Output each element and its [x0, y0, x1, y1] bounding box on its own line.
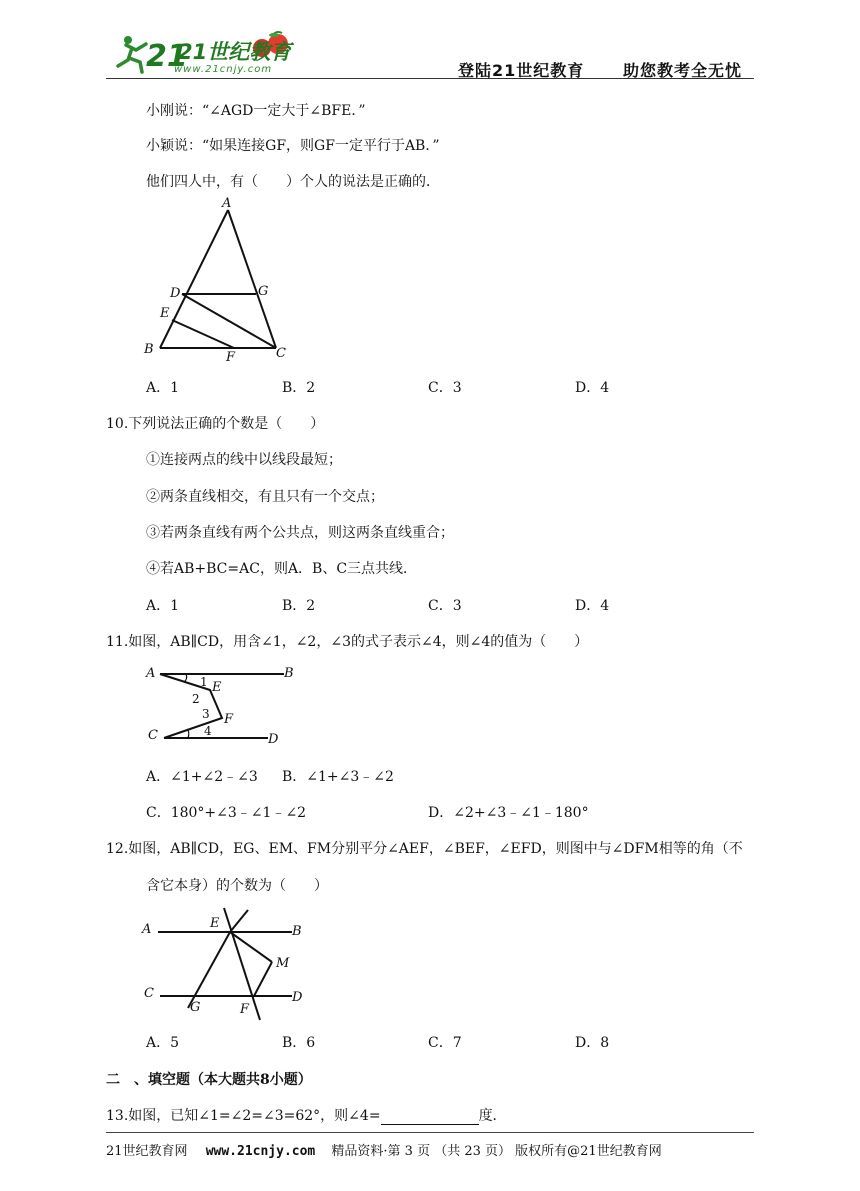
footer-divider: [106, 1132, 754, 1133]
label-F: F: [240, 1002, 250, 1017]
label-C: C: [276, 346, 286, 361]
header-slogan-left: 登陆21世纪教育: [458, 61, 585, 80]
q9-option-d[interactable]: D．4: [575, 380, 610, 396]
footer-site-name: 21世纪教育网: [106, 1144, 188, 1159]
section-2-title: 二 、填空题（本大题共8小题）: [106, 1072, 312, 1088]
label-F: F: [224, 712, 234, 727]
header-slogan-right: 助您教考全无忧: [623, 61, 743, 80]
q10-option-b[interactable]: B．2: [282, 598, 316, 614]
q12-stem-line2: 含它本身）的个数为（ ）: [146, 878, 328, 894]
label-M: M: [276, 956, 290, 971]
q10-item-3: ③若两条直线有两个公共点，则这两条直线重合；: [146, 525, 454, 541]
q12-stem-line1: 12.如图，AB∥CD，EG、EM、FM分别平分∠AEF，∠BEF，∠EFD，则图中与∠DFM相等的角（不: [106, 841, 743, 857]
label-F: F: [226, 350, 236, 365]
label-B: B: [292, 924, 302, 939]
q10-item-4: ④若AB+BC=AC，则A．B、C三点共线．: [146, 561, 418, 577]
header-divider: [106, 78, 754, 79]
q11-option-d[interactable]: D．∠2+∠3﹣∠1﹣180°: [428, 805, 589, 821]
svg-text:21: 21: [146, 39, 188, 74]
q13-stem-after: 度．: [478, 1108, 507, 1124]
q9-xiaoying: 小颖说：“如果连接GF，则GF一定平行于AB．”: [146, 138, 440, 154]
q11-stem: 11.如图，AB∥CD，用含∠1，∠2，∠3的式子表示∠4，则∠4的值为（ ）: [106, 634, 589, 650]
label-D: D: [292, 990, 303, 1005]
segment-DC: [182, 294, 276, 348]
site-logo[interactable]: [112, 30, 302, 78]
q10-option-a[interactable]: A．1: [146, 598, 180, 614]
label-G: G: [258, 284, 269, 299]
angle-label-1: 1: [200, 675, 208, 689]
q12-option-a[interactable]: A．5: [146, 1035, 180, 1051]
label-C: C: [148, 728, 158, 743]
label-E: E: [210, 916, 220, 931]
angle-label-4: 4: [204, 724, 212, 738]
q9-option-a[interactable]: A．1: [146, 380, 180, 396]
q11-option-c[interactable]: C．180°+∠3﹣∠1﹣∠2: [146, 805, 307, 821]
q13-answer-blank[interactable]: [381, 1110, 479, 1125]
label-C: C: [144, 986, 154, 1001]
q10-option-d[interactable]: D．4: [575, 598, 610, 614]
side-AB: [160, 210, 228, 348]
label-G: G: [190, 1000, 201, 1015]
q9-option-c[interactable]: C．3: [428, 380, 462, 396]
angle-label-3: 3: [202, 707, 210, 721]
segment-EF: [172, 320, 234, 348]
q10-option-c[interactable]: C．3: [428, 598, 462, 614]
q12-option-c[interactable]: C．7: [428, 1035, 462, 1051]
label-D: D: [268, 732, 279, 747]
q12-parallel-figure: [140, 904, 320, 1022]
q9-question: 他们四人中，有（ ）个人的说法是正确的．: [146, 174, 440, 190]
label-E: E: [160, 306, 170, 321]
label-E: E: [212, 680, 222, 695]
q9-triangle-figure: [138, 196, 308, 368]
bisector-FM: [254, 962, 272, 996]
q10-stem: 10.下列说法正确的个数是（ ）: [106, 416, 325, 432]
label-A: A: [142, 922, 152, 937]
q10-item-1: ①连接两点的线中以线段最短；: [146, 452, 342, 468]
q13-stem-before: 13.如图，已知∠1=∠2=∠3=62°，则∠4=: [106, 1108, 381, 1124]
line-above-E: [230, 910, 248, 932]
q11-option-b[interactable]: B．∠1+∠3﹣∠2: [282, 769, 394, 785]
label-B: B: [284, 666, 294, 681]
q12-option-d[interactable]: D．8: [575, 1035, 610, 1051]
label-D: D: [170, 286, 181, 301]
q10-item-2: ②两条直线相交，有且只有一个交点；: [146, 489, 384, 505]
logo-url: www.21cnjy.com: [174, 64, 273, 75]
label-A: A: [146, 666, 156, 681]
angle-label-2: 2: [192, 692, 200, 706]
footer-url[interactable]: www.21cnjy.com: [205, 1144, 316, 1159]
label-B: B: [144, 342, 154, 357]
q12-option-b[interactable]: B．6: [282, 1035, 316, 1051]
side-AC: [228, 210, 276, 348]
label-A: A: [222, 196, 232, 211]
q9-option-b[interactable]: B．2: [282, 380, 316, 396]
footer: [106, 1140, 662, 1159]
q9-xiaogang: 小刚说：“∠AGD一定大于∠BFE．”: [146, 103, 366, 119]
q11-option-a[interactable]: A．∠1+∠2﹣∠3: [146, 769, 258, 785]
logo-text: 21世纪教育: [178, 40, 292, 64]
footer-info: 精品资料·第 3 页 （共 23 页） 版权所有@21世纪教育网: [331, 1144, 662, 1159]
question-13: [106, 1105, 507, 1125]
q11-parallel-figure: [144, 660, 314, 752]
